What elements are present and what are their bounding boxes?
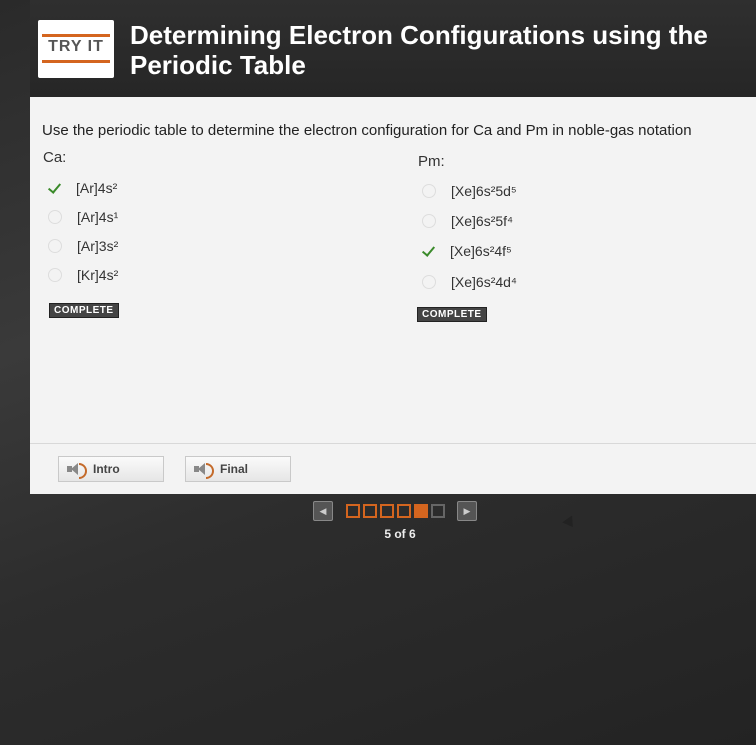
page-indicator-1[interactable] [346,504,360,518]
pm-option-1-text: [Xe]6s²5d⁵ [451,183,517,199]
next-page-button[interactable]: ▶ [457,501,477,521]
final-audio-label: Final [220,462,249,476]
ca-option-3-text: [Ar]3s² [77,238,119,254]
ca-option-1[interactable] [48,177,117,199]
radio-icon [422,275,436,289]
ca-option-1-text: [Ar]4s² [76,180,118,196]
page-title: Determining Electron Configurations using the Periodic Table [130,20,708,80]
page-counter: 5 of 6 [384,527,416,541]
radio-icon [48,210,62,224]
question-panel [30,97,756,494]
page-indicators [343,504,445,518]
ca-option-2[interactable] [48,206,118,228]
badge-bar-top [42,34,110,37]
ca-option-4[interactable] [48,264,118,286]
pm-option-4[interactable] [422,271,517,293]
radio-icon [422,214,436,228]
divider [30,443,756,444]
radio-icon [48,268,62,282]
previous-page-button[interactable]: ◀ [313,501,333,521]
intro-audio-button[interactable] [58,456,164,482]
page-indicator-2[interactable] [363,504,377,518]
ca-status-badge: COMPLETE [49,303,119,318]
badge-label: TRY IT [48,38,104,55]
ca-label: Ca: [43,149,67,166]
radio-icon [48,239,62,253]
ca-option-4-text: [Kr]4s² [77,267,119,283]
page-indicator-4[interactable] [397,504,411,518]
pm-option-3[interactable] [422,240,512,262]
page-indicator-3[interactable] [380,504,394,518]
pm-option-2-text: [Xe]6s²5f⁴ [451,213,514,229]
radio-icon [422,184,436,198]
page-indicator-6[interactable] [431,504,445,518]
pm-option-1[interactable] [422,180,517,202]
instruction-text: Use the periodic table to determine the electron configuration for Ca and Pm in noble-gas notation [42,122,692,139]
mouse-cursor-icon [562,515,578,530]
intro-audio-label: Intro [93,462,120,476]
page-indicator-5[interactable] [414,504,428,518]
checkmark-icon [48,181,62,195]
try-it-badge [38,20,114,78]
checkmark-icon [422,244,436,258]
ca-option-2-text: [Ar]4s¹ [77,209,119,225]
speaker-icon [194,462,214,476]
ca-option-3[interactable] [48,235,118,257]
pm-option-2[interactable] [422,210,513,232]
speaker-icon [67,462,87,476]
pm-option-4-text: [Xe]6s²4d⁴ [451,274,517,290]
badge-bar-bottom [42,60,110,63]
final-audio-button[interactable] [185,456,291,482]
pm-status-badge: COMPLETE [417,307,487,322]
pm-option-3-text: [Xe]6s²4f⁵ [450,243,512,259]
page-navigation [313,501,477,521]
pm-label: Pm: [418,153,445,170]
